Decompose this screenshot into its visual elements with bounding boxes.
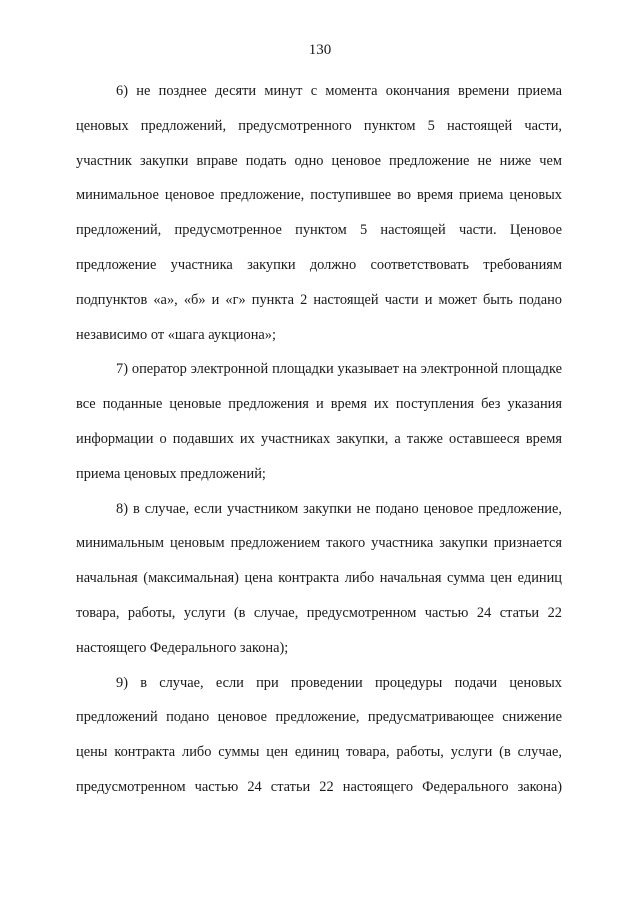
paragraph-item-9: 9) в случае, если при проведении процедуры подачи ценовых предложений подано ценовое предложение, предусматривающее снижение цены контракта либо суммы цен единиц товара, работы, услуги (в случае, предусмотренном частью 24 статьи 22 настоящего Федерального закона)	[76, 674, 562, 795]
document-body	[76, 74, 562, 805]
paragraph-item-8: 8) в случае, если участником закупки не подано ценовое предложение, минимальным ценовым предложением такого участника закупки признается начальная (максимальная) цена контракта либо начальная сумма цен единиц товара, работы, услуги (в случае, предусмотренном частью 24 статьи 22 настоящего Федерального закона);	[76, 500, 562, 656]
paragraph-item-7: 7) оператор электронной площадки указывает на электронной площадке все поданные ценовые предложения и время их поступления без указания информации о подавших их участниках закупки, а также оставшееся время приема ценовых предложений;	[76, 361, 562, 482]
paragraph-item-6: 6) не позднее десяти минут с момента окончания времени приема ценовых предложений, предусмотренного пунктом 5 настоящей части, участник закупки вправе подать одно ценовое предложение не ниже чем минимальное ценовое предложение, поступившее во время приема ценовых предложений, предусмотренное пунктом 5 настоящей части. Ценовое предложение участника закупки должно соответствовать требованиям подпунктов «а», «б» и «г» пункта 2 настоящей части и может быть подано независимо от «шага аукциона»;	[76, 83, 562, 343]
page-number: 130	[308, 42, 332, 58]
